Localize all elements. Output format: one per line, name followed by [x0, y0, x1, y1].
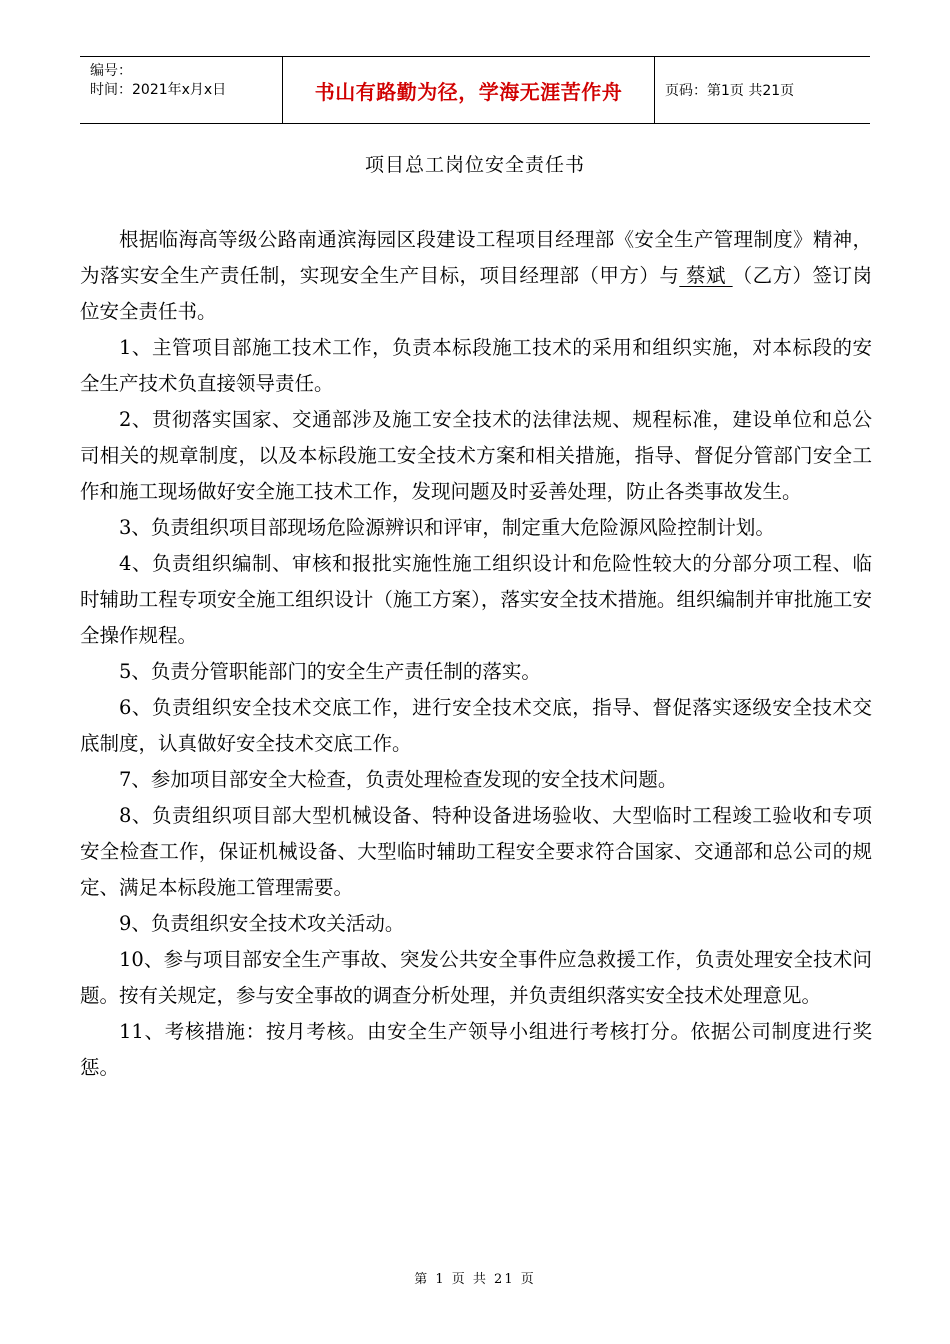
- party-b-name: 蔡斌: [679, 264, 733, 287]
- header-page-info: [655, 57, 870, 123]
- clause-6: 6、负责组织安全技术交底工作，进行安全技术交底，指导、督促落实逐级安全技术交底制度，认真做好安全技术交底工作。: [80, 696, 872, 755]
- clause-1: 1、主管项目部施工技术工作，负责本标段施工技术的采用和组织实施，对本标段的安全生产技术负直接领导责任。: [80, 336, 872, 395]
- intro-text-end: （乙方）签订岗位安全责任书。: [80, 264, 872, 323]
- clause-5: 5、负责分管职能部门的安全生产责任制的落实。: [119, 660, 541, 683]
- clause-11: 11、考核措施：按月考核。由安全生产领导小组进行考核打分。依据公司制度进行奖惩。: [80, 1020, 872, 1079]
- clause-9: 9、负责组织安全技术攻关活动。: [119, 912, 405, 935]
- document-number-label: 编号：: [90, 63, 132, 79]
- clause-7: 7、参加项目部安全大检查，负责处理检查发现的安全技术问题。: [119, 768, 678, 791]
- clause-4: 4、负责组织编制、审核和报批实施性施工组织设计和危险性较大的分部分项工程、临时辅助工程专项安全施工组织设计（施工方案），落实安全技术措施。组织编制并审批施工安全操作规程。: [80, 552, 872, 647]
- header-meta: [80, 57, 282, 123]
- clause-2: 2、贯彻落实国家、交通部涉及施工安全技术的法律法规、规程标准，建设单位和总公司相关的规章制度，以及本标段施工安全技术方案和相关措施，指导、督促分管部门安全工作和施工现场做好安全施工技术工作，发现问题及时妥善处理，防止各类事故发生。: [80, 408, 872, 503]
- intro-paragraph: [80, 222, 872, 330]
- clause-10: 10、参与项目部安全生产事故、突发公共安全事件应急救援工作，负责处理安全技术问题。按有关规定，参与安全事故的调查分析处理，并负责组织落实安全技术处理意见。: [80, 948, 872, 1007]
- document-header: [80, 56, 870, 124]
- header-page-number: 页码：第1页 共21页: [665, 83, 795, 99]
- intro-text: 根据临海高等级公路南通滨海园区段建设工程项目经理部《安全生产管理制度》精神，为落实安全生产责任制，实现安全生产目标，项目经理部（甲方）与: [80, 228, 872, 287]
- document-title: 项目总工岗位安全责任书: [364, 154, 585, 176]
- clause-3: 3、负责组织项目部现场危险源辨识和评审，制定重大危险源风险控制计划。: [119, 516, 775, 539]
- page-footer: 第 1 页 共 21 页: [414, 1272, 536, 1287]
- clause-8: 8、负责组织项目部大型机械设备、特种设备进场验收、大型临时工程竣工验收和专项安全检查工作，保证机械设备、大型临时辅助工程安全要求符合国家、交通部和总公司的规定、满足本标段施工管理需要。: [80, 804, 872, 899]
- motto-text: 书山有路勤为径，学海无涯苦作舟: [314, 79, 623, 104]
- document-body: [80, 222, 872, 1086]
- document-date: 时间：2021年x月x日: [90, 82, 227, 98]
- header-motto: [282, 57, 655, 123]
